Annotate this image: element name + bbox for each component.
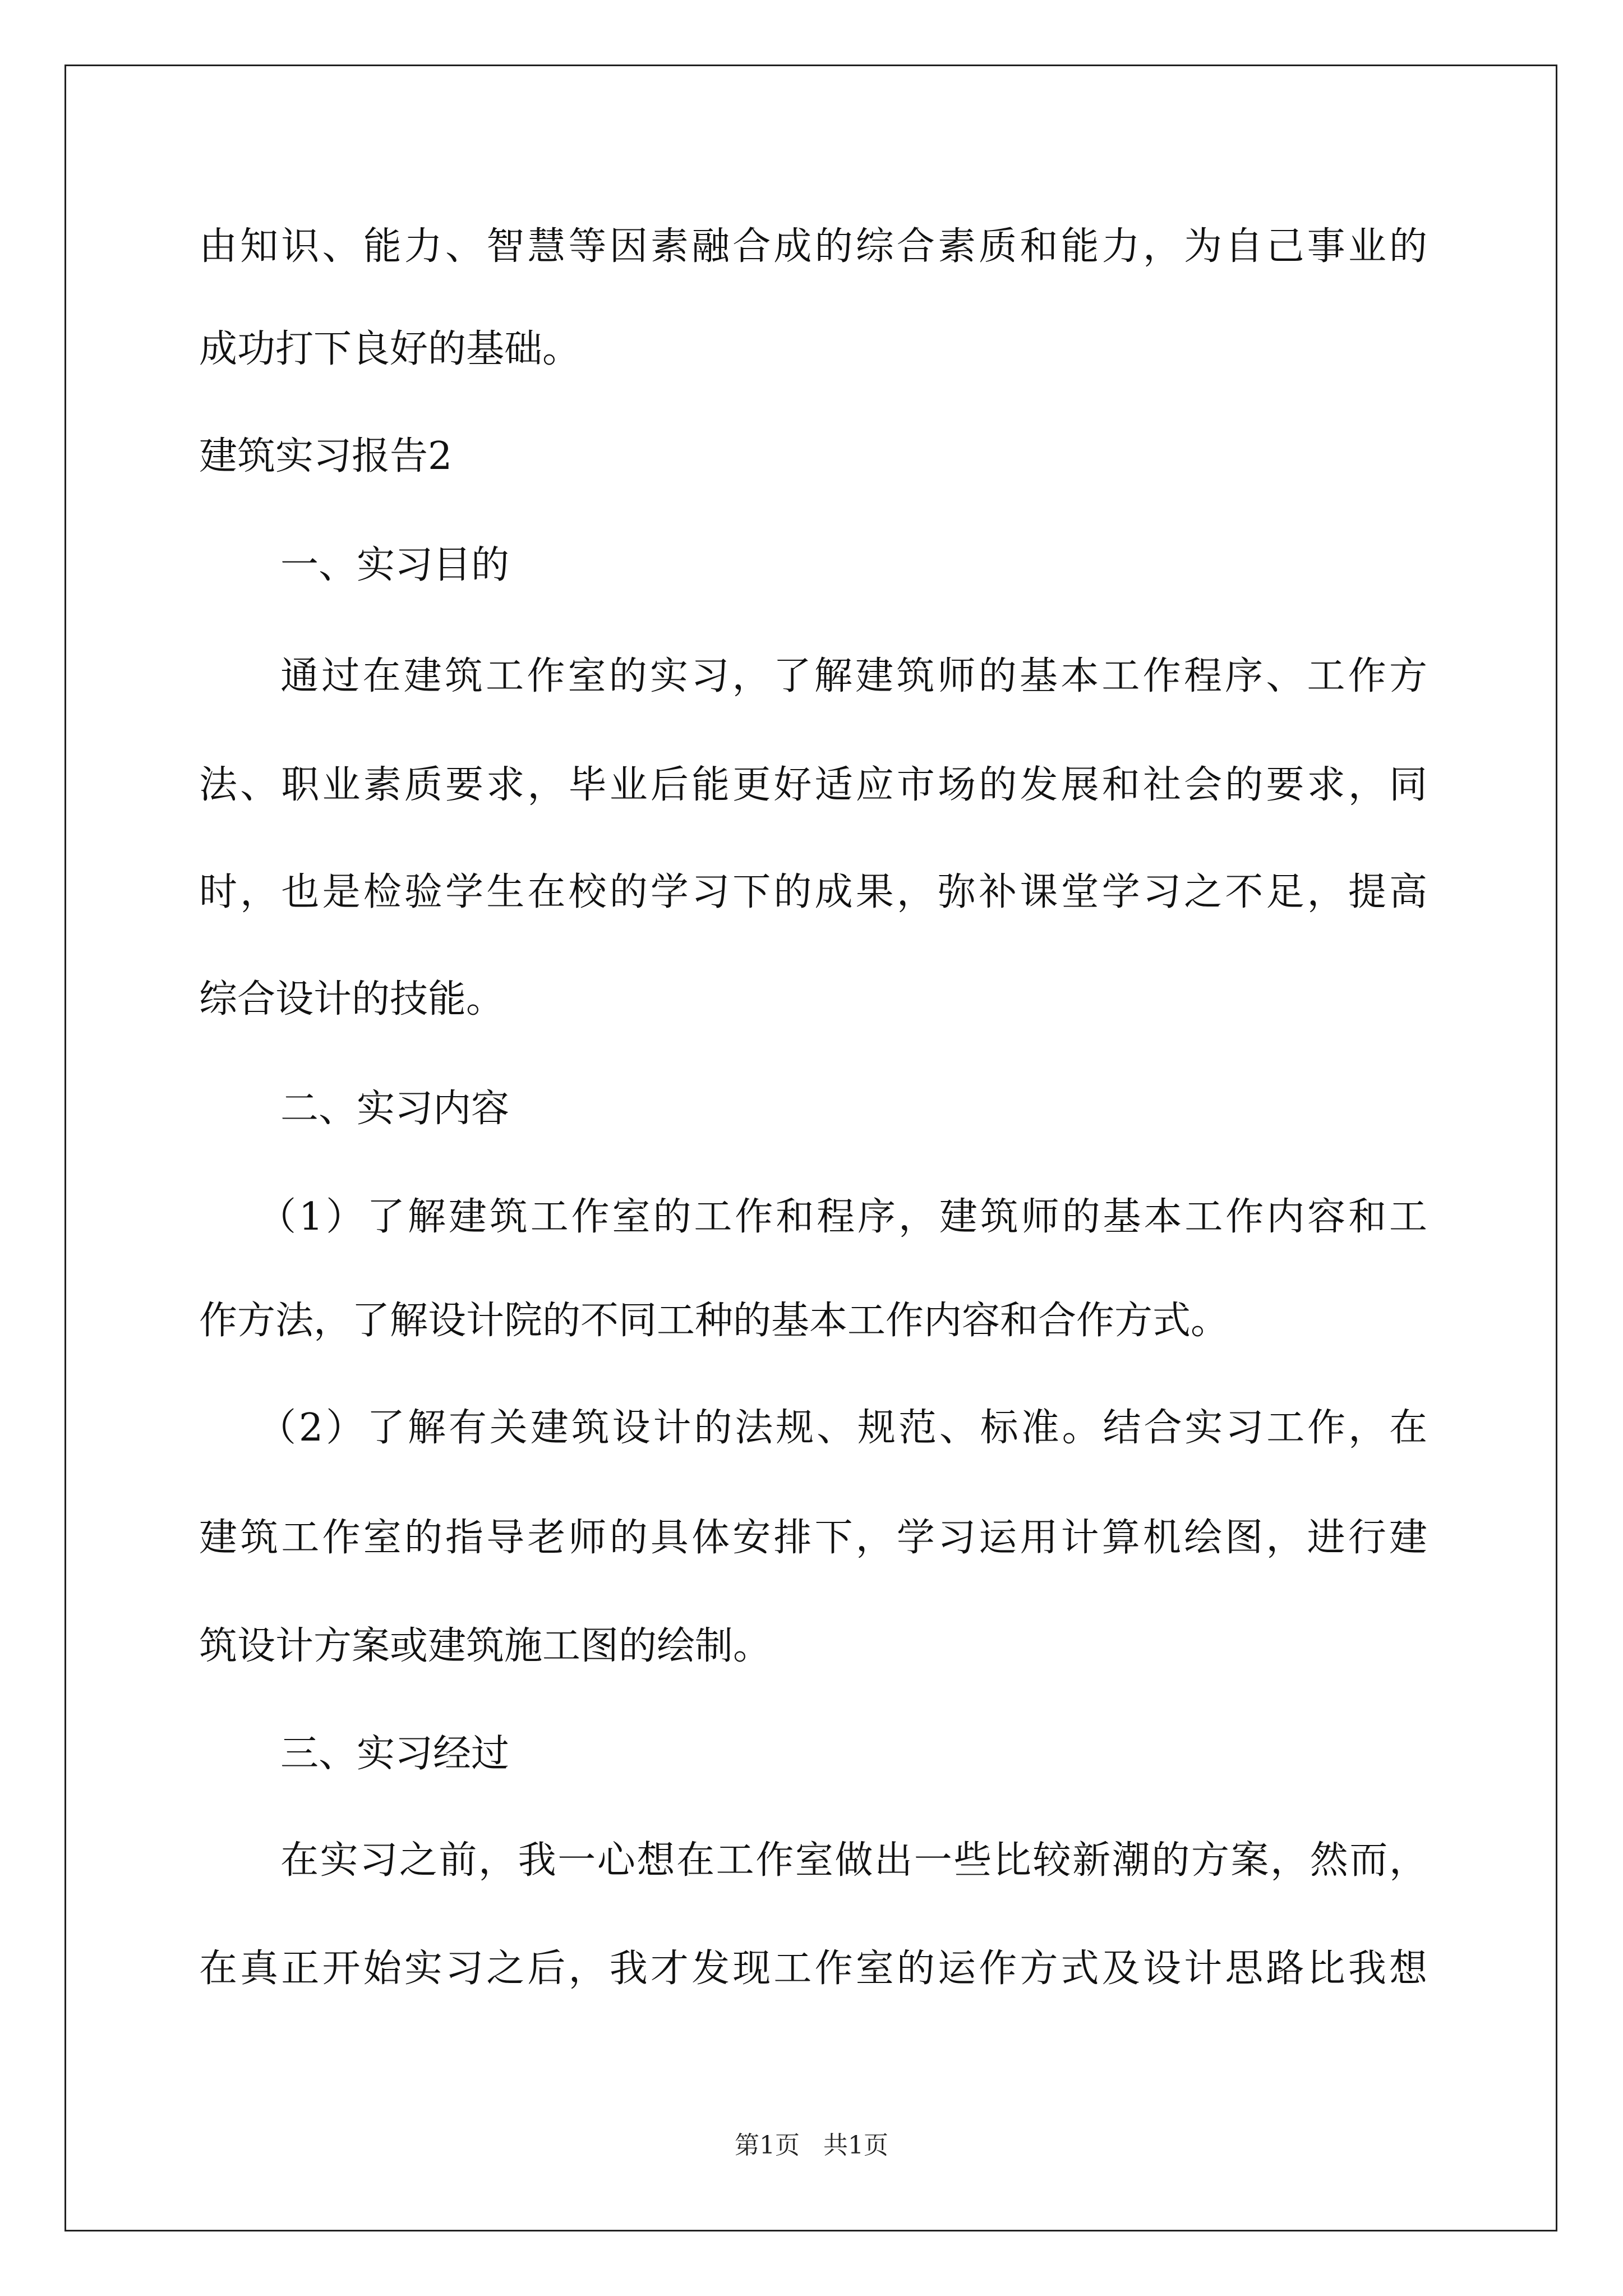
paragraph-line: 时，也是检验学生在校的学习下的成果，弥补课堂学习之不足，提高	[199, 870, 1427, 914]
paragraph-line: 筑设计方案或建筑施工图的绘制。	[199, 1624, 772, 1668]
paragraph-line: （2）了解有关建筑设计的法规、规范、标准。结合实习工作，在	[258, 1406, 1427, 1450]
section-heading: 二、实习内容	[280, 1087, 510, 1131]
page-border	[64, 65, 1557, 2231]
paragraph-line: 建筑工作室的指导老师的具体安排下，学习运用计算机绘图，进行建	[199, 1516, 1427, 1560]
section-heading: 三、实习经过	[280, 1732, 510, 1776]
paragraph-line: 在真正开始实习之后，我才发现工作室的运作方式及设计思路比我想	[199, 1947, 1427, 1991]
paragraph-line: 由知识、能力、智慧等因素融合成的综合素质和能力，为自己事业的	[199, 224, 1427, 269]
paragraph-line: 综合设计的技能。	[199, 977, 505, 1022]
page-footer: 第1页 共1页	[735, 2131, 888, 2160]
paragraph-line: 成功打下良好的基础。	[199, 327, 581, 371]
section-title: 建筑实习报告2	[199, 434, 453, 478]
paragraph-line: 法、职业素质要求，毕业后能更好适应市场的发展和社会的要求，同	[199, 763, 1427, 807]
paragraph-line: 在实习之前，我一心想在工作室做出一些比较新潮的方案，然而，	[280, 1838, 1427, 1883]
section-heading: 一、实习目的	[280, 543, 510, 587]
paragraph-line: （1）了解建筑工作室的工作和程序，建筑师的基本工作内容和工	[258, 1195, 1427, 1239]
paragraph-line: 通过在建筑工作室的实习，了解建筑师的基本工作程序、工作方	[280, 654, 1427, 698]
paragraph-line: 作方法，了解设计院的不同工种的基本工作内容和合作方式。	[199, 1299, 1229, 1343]
